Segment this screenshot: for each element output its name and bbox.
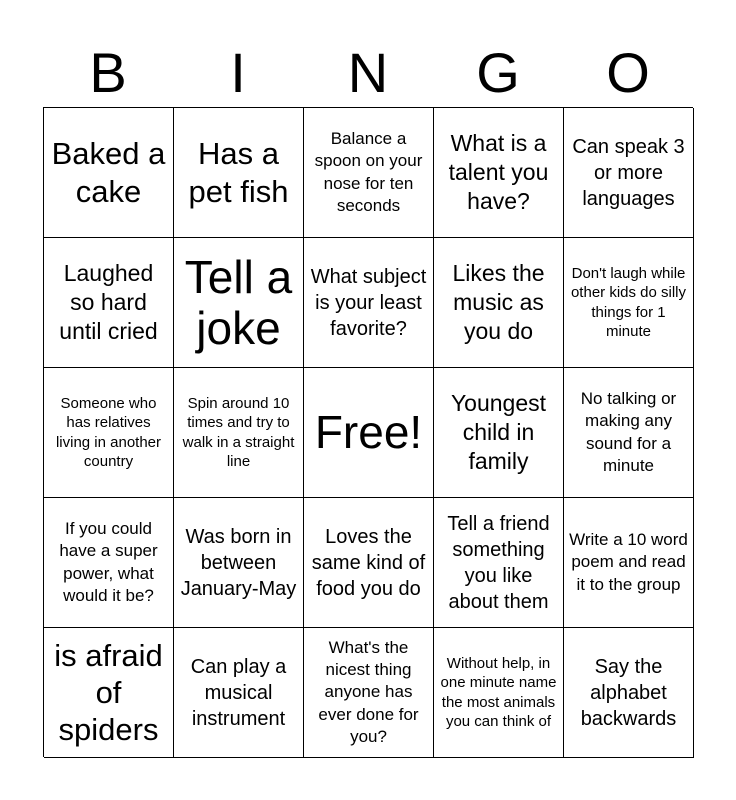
bingo-board: [43, 107, 693, 757]
bingo-cell[interactable]: Write a 10 word poem and read it to the group: [564, 498, 694, 628]
bingo-cell[interactable]: Someone who has relatives living in another country: [44, 368, 174, 498]
bingo-cell free-space[interactable]: Free!: [304, 368, 434, 498]
header-letter-b: B: [89, 41, 127, 104]
bingo-cell[interactable]: Has a pet fish: [174, 108, 304, 238]
header-letter-n: N: [347, 41, 389, 104]
bingo-cell[interactable]: What subject is your least favorite?: [304, 238, 434, 368]
bingo-cell[interactable]: Youngest child in family: [434, 368, 564, 498]
bingo-cell[interactable]: Without help, in one minute name the most animals you can think of: [434, 628, 564, 758]
bingo-cell[interactable]: Don't laugh while other kids do silly things for 1 minute: [564, 238, 694, 368]
bingo-cell[interactable]: Spin around 10 times and try to walk in a straight line: [174, 368, 304, 498]
bingo-header: [43, 40, 693, 106]
header-letter-o: O: [606, 41, 650, 104]
bingo-cell[interactable]: Loves the same kind of food you do: [304, 498, 434, 628]
bingo-cell[interactable]: Balance a spoon on your nose for ten seconds: [304, 108, 434, 238]
bingo-cell[interactable]: Was born in between January-May: [174, 498, 304, 628]
bingo-cell[interactable]: Tell a joke: [174, 238, 304, 368]
bingo-cell[interactable]: What's the nicest thing anyone has ever done for you?: [304, 628, 434, 758]
bingo-cell[interactable]: Can speak 3 or more languages: [564, 108, 694, 238]
bingo-cell[interactable]: Laughed so hard until cried: [44, 238, 174, 368]
bingo-cell[interactable]: What is a talent you have?: [434, 108, 564, 238]
bingo-cell[interactable]: Baked a cake: [44, 108, 174, 238]
bingo-cell[interactable]: Say the alphabet backwards: [564, 628, 694, 758]
bingo-cell[interactable]: Likes the music as you do: [434, 238, 564, 368]
bingo-cell[interactable]: Tell a friend something you like about them: [434, 498, 564, 628]
header-letter-g: G: [476, 41, 520, 104]
bingo-cell[interactable]: Can play a musical instrument: [174, 628, 304, 758]
header-letter-i: I: [230, 41, 246, 104]
bingo-cell[interactable]: If you could have a super power, what would it be?: [44, 498, 174, 628]
bingo-cell[interactable]: No talking or making any sound for a minute: [564, 368, 694, 498]
bingo-cell[interactable]: is afraid of spiders: [44, 628, 174, 758]
